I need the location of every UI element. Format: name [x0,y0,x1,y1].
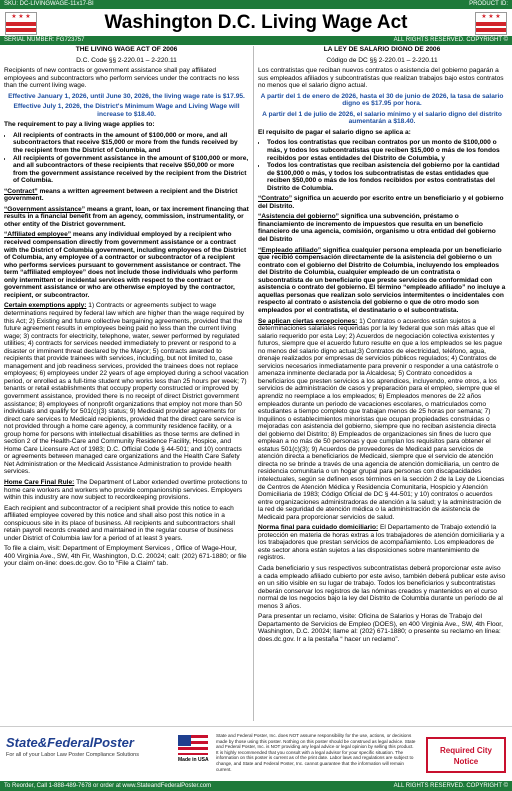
es-def-ga: “Asistencia del gobierno” significa una subvención, préstamo o financiamiento de incremento de impuestos que resulta en un beneficio financiero de una agencia, comisión, organismo u otra entidad del gobierno del Distrito [258,213,496,244]
es-def-contract: “Contrato” significa un acuerdo por escrito entre un beneficiario y el gobierno del Distrito. [258,195,504,210]
dc-flag-icon: ★ ★ ★ [5,12,37,35]
en-home-care: Home Care Final Rule: The Department of Labor extended overtime protections to home care workers and workers who provide companionship services. Employers within this industry are now subject to recordkeeping provisions. [4,478,248,502]
en-req-list [4,132,249,185]
page-title: Washington D.C. Living Wage Act [104,12,408,33]
en-posting: Each recipient and subcontractor of a recipient shall provide this notice to each affiliated employee covered by this notice and shall also post this notice in a conspicuous site in its place of business. All recipients and subcontractors shall retain payroll records created and maintained in the regular course of business under District of Columbia law for a period of at least 3 years. [4,504,235,542]
list-item: • All recipients of government assistance in the amount of $100,000 or more, and all subcontractors of these recipients that receive $50,000 or more from the government assistance received by the recipient from the District of Columbia. [13,155,249,185]
list-item: • Todos los contratistas que reciban contratos por un monto de $100,000 o más, y todos los subcontratistas que reciben $15,000 o más de los fondos recibidos por estas entidades del Distrito de Columbia, y [267,139,506,162]
es-def-ae: “Empleado afiliado” significa cualquier persona empleada por un beneficiario que recibió compensación directamente de la asistencia del gobierno o un contrato con el gobierno del Distrito de Columbia, incluyendo los empleados del Distrito de Columbia, cualquier empleado de un contratista o subcontratista de un beneficiario que preste servicios de conformidad con asistencia o contrato del gobierno. El término “empleado afiliado” no incluye a aquellas personas que realizan solo servicios intermitentes o incidentales con respecto al contrato o asistencia del gobierno o que de otro modo son empleados por el contratista, el destinatario o el subcontratista. [258,246,506,314]
en-def-ga: “Government assistance” means a grant, loan, or tax increment financing that results in a financial benefit from an agency, commission, instrumentality, or other entity of the District government. [4,205,249,228]
us-flag-icon [178,735,208,755]
brand-logo[interactable] [6,735,174,775]
title-band [0,9,512,36]
en-effective-2: Effective July 1, 2026, the District's Minimum Wage and Living Wage will increase to $18.40. [13,103,240,118]
bottom-strip [0,781,512,791]
en-heading: THE LIVING WAGE ACT OF 2006 [75,46,178,53]
es-code: Código de DC §§ 2-220.01 – 2-220.11 [326,56,438,64]
en-def-contract: “Contract” means a written agreement between a recipient and the District government. [4,187,238,203]
en-claim: To file a claim, visit: Department of Employment Services , Office of Wage-Hour, 400 Virginia Ave., SW, 4th Fir, Washington, D.C. 20024; call: (202) 671-1880; or file your claim on-line: does.dc.gov. Go to “File a Claim” tab. [4,545,247,568]
serial-number: SERIAL NUMBER: FG723757 [4,37,85,43]
es-claim: Para presentar un reclamo, visite: Oficina de Salarios y Horas de Trabajo del Departamento de Servicios de Empleo (DOES), en 400 Virginia Ave., SW, 4th Floor, Washington, D.C. 20024; llame al: (202) 671-1880; o presente su reclamo en línea: does.dc.gov. Ir a la pestaña “ hacer un reclamo”. [258,613,503,643]
en-exemptions: Certain exemptions apply: 1) Contracts or agreements subject to wage determinations required by federal law which are higher than the wage required by this Act; 2) Existing and future collective bargaining agreements, provided that the future agreement results in employees being paid no less than the current living wage; 3) contracts for electricity, telephone, water, sewer performed by regulated utilities; 4) contracts for services needed immediately to prevent or respond to a disaster or imminent threat declared by the Mayor; 5) contracts awarded to recipients that provide trainees with services, including, but not limited to, case management and job readiness services, provided the trainees does not replace employees; 6) employees under 22 years of age employed during a school vacation period, or enrolled as a full-time student who works less than 25 hours per week; 7) tenants or retail establishments that occupy property constructed or improved by government assistance, provided there is no receipt of direct District government assistance; 8) employees of nonprofit organizations that employ not more than 50 individuals and qualify for 501(c)(3) status; 9) Medicaid provider agreements for direct care services to Medicaid recipients, provided that the direct care service is not provided through a home care agency, a community residence facility, or a group home for persons with intellectual disabilities as those terms are defined in section 2 of the Health-Care and Community Residence Facility, Hospice, and Home Care Licensure Act of 1983; D.C. Official Code § 44-501; and 10) contracts or agreements between managed care organizations and the Health Care Safety Net Administration or the Medicaid Assistance Administration to provide health services. [4,302,249,476]
es-posting: Cada beneficiario y sus respectivos subcontratistas deberá proporcionar este aviso a cada empleado afiliado cubierto por este aviso, también deberá publicar este aviso en un sitio visible en su lugar de trabajo. Todos los beneficiarios y subcontratistas deberán conservar los registros de las nóminas creados y mantenidos en el curso normal de los negocios bajo la ley del Distrito de Columbia durante un período de al menos 3 años. [258,565,506,610]
made-in-usa-label: Made in USA [178,757,209,763]
product-id-label: PRODUCT ID: [469,1,508,7]
spanish-column [258,46,506,721]
top-strip [0,0,512,9]
dc-flag-icon: ★ ★ ★ [475,12,507,35]
made-in-usa-badge [178,735,212,775]
en-def-ae: “Affiliated employee” means any individual employed by a recipient who received compensation directly from government assistance or a contract with the District of Columbia government, including employees of the District of Columbia, any employee of a contractor or subcontractor of a recipient who performs services pursuant to government assistance or contract. The term “affiliated employee” does not include those individuals who perform only intermittent or incidental services with respect to the contract or government assistance or who are otherwise employed by the contractor, recipient, or subcontractor. [4,231,247,299]
bottom-copyright: ALL RIGHTS RESERVED. COPYRIGHT © [393,783,508,789]
en-code: D.C. Code §§ 2-220.01 – 2-220.11 [76,56,177,64]
disclaimer: State and Federal Poster, Inc. does NOT assume responsibility for the use, actions, or decisions made by those using this poster. Nothing on this poster should be construed as legal advice. State and Federal Poster, Inc. is NOT providing any legal advice or legal opinion by selling this product. It is highly recommended that you consult with a legal advisor for your specific situation. The information on this poster is current as of the print date. Labor laws and regulations are subject to change, and State and Federal Poster, Inc. cannot guarantee that the information will remain current. [216,733,416,772]
es-intro: Los contratistas que reciban nuevos contratos o asistencia del gobierno pagarán a sus empleados afiliados y subcontratistas que realizan trabajos bajo estos contratos no menos que el salario digno actual. [258,67,504,90]
es-effective-2: A partir del 1 de julio de 2026, el salario mínimo y el salario digno del distrito aumentarán a $18.40. [262,110,502,126]
copyright-label: ALL RIGHTS RESERVED. COPYRIGHT © [393,37,508,43]
brand-name: State&FederalPoster [6,735,134,750]
en-effective-1: Effective January 1, 2026, until June 30, 2026, the living wage rate is $17.95. [8,92,245,100]
en-req-intro: The requirement to pay a living wage applies to: [4,121,155,129]
brand-tagline: For all of your Labor Law Poster Compliance Solutions [6,752,139,758]
list-item: • Todos los contratistas que reciban asistencia del gobierno por la cantidad de $100,000 o más, y todos los subcontratistas de estas entidades que reciben $50,000 o más de los fondos recibidos por estos contratistas del Distrito de Columbia. [267,162,506,192]
required-city-notice-badge: Required City Notice [426,737,506,773]
list-item: • All recipients of contracts in the amount of $100,000 or more, and all subcontractors that receive $15,000 or more from the funds received by the recipient from the District of Columbia, and [13,132,249,155]
es-req-intro: El requisito de pagar el salario digno se aplica a: [258,128,411,136]
es-effective-1: A partir del 1 de enero de 2026, hasta el 30 de junio de 2026, la tasa de salario digno es $17.95 por hora. [260,92,504,108]
english-column [4,46,249,721]
column-divider [253,46,254,721]
serial-strip [0,36,512,45]
es-heading: LA LEY DE SALARIO DIGNO DE 2006 [323,46,441,53]
es-exemptions: Se aplican ciertas excepciones: 1) Contratos o acuerdos están sujetos a determinaciones salariales requeridas por la ley federal que son más altas que el salario requerido por esta Ley; 2) Acuerdos de negociación colectiva existentes y futuros, siempre que el acuerdo futuro resulte en que a los empleados se les pague no menos del salario digno actual;3) Contratos de electricidad, teléfono, agua, drenaje realizados por empresas de servicios públicos regulados; 4) Contratos de servicios necesarios inmediatamente para prevenir o responder a una catástrofe o amenaza inminente declarada por la Alcaldesa; 5) Contrato concedidos a beneficiarios que presten servicios a los aprendices, incluyendo, entre otros, a los servicios de administración de casos y preparación para el empleo, siempre que el aprendiz no reemplace a los empleados; 6) Empleados menores de 22 años empleados durante un periodo de vacaciones escolares, o matriculados como estudiantes a tiempo completo que trabajan menos de 25 horas por semana; 7) Inquilinos o establecimientos minoristas que ocupan propiedades construidas o mejoradas con asistencia del gobierno, siempre que no reciban asistencia directa del gobierno del Distrito; 8) Empleados de organizaciones sin fines de lucro que emplean a no más de 50 personas y que cumplan los requisitos para obtener el estatus 501(c)(3); 9) Acuerdos de proveedores de Medicaid para servicios de atención directa a beneficiarios de Medicaid, siempre que el servicio de atención directa no se brinde a través de una agencia de atención domiciliaria, un centro de residencia comunitaria o un hogar grupal para personas con discapacidades intelectuales, según se definen esos términos en la sección 2 de la Ley de Licencias de Centros de Atención Médica y Residencia Comunitaria, Hospicio y Atención Domiciliaria de 1983; Código Oficial de DC § 44-501; y 10) contratos o acuerdos entre organizaciones administradoras de atención a la salud; y la administración de la red de seguridad de atención médica o la administración de asistencia de Medicaid para proporcionar servicios de salud. [258,317,505,521]
sku-label: SKU: DC-LIVINGWAGE-11x17-BI [4,1,94,7]
reorder-text[interactable]: To Reorder, Call 1-888-489-7678 or order at www.StateandFederalPoster.com [4,783,212,789]
es-req-list [258,139,506,192]
en-intro: Recipients of new contracts or government assistance shall pay affiliated employees and subcontractors who perform services under the contracts no less than the current living wage. [4,67,240,90]
footer [0,726,512,782]
es-home-care: Norma final para cuidado domiciliario: El Departamento de Trabajo extendió la protección en materia de horas extras a los trabajadores de atención domiciliaria y a los trabajadores que prestan servicios de acompañamiento. Los empleadores de este sector ahora están sujetos a las disposiciones sobre mantenimiento de registros. [258,524,505,562]
